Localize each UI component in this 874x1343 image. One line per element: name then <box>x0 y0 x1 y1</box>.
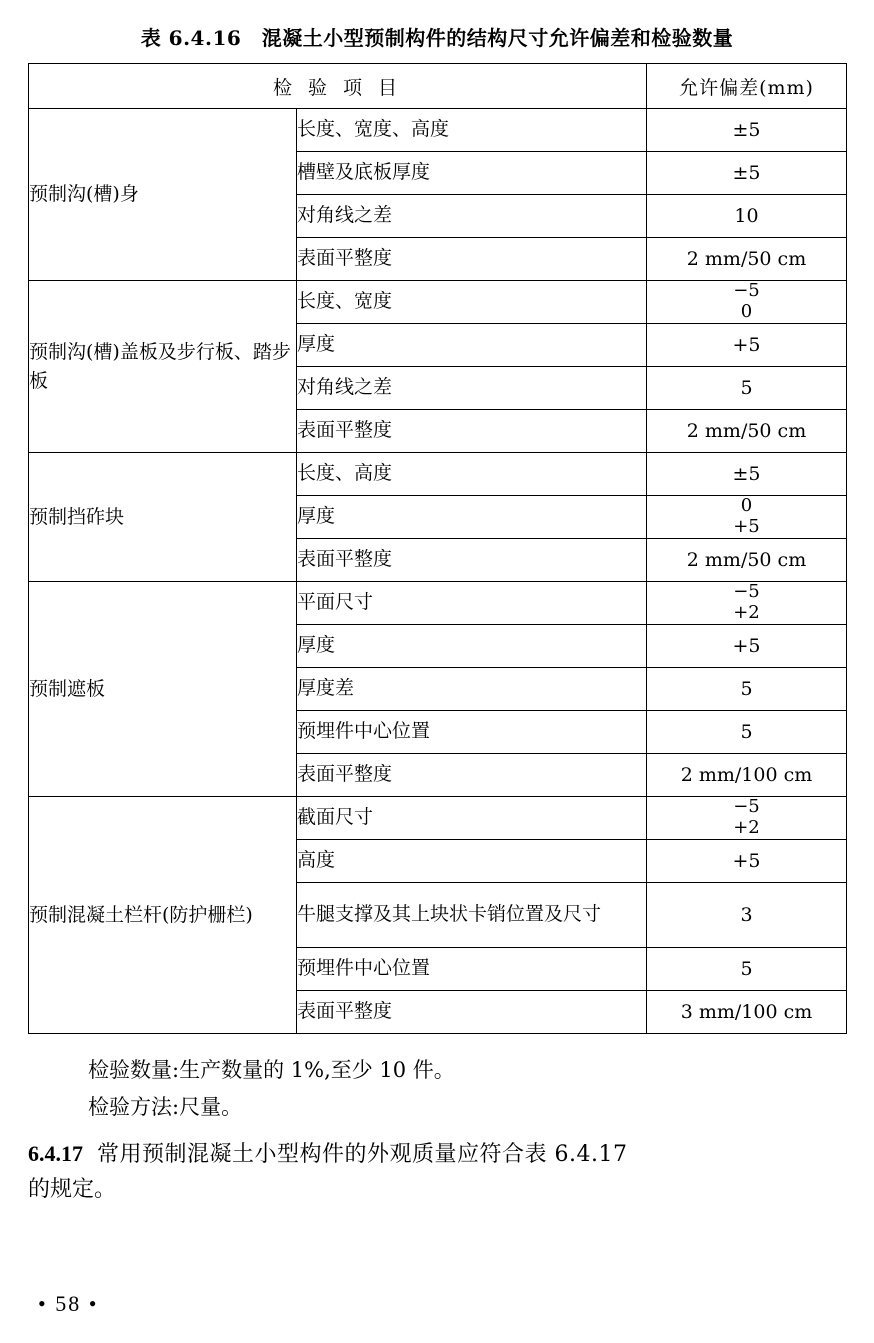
item-label: 对角线之差 <box>297 195 647 238</box>
item-label: 长度、宽度 <box>297 281 647 324</box>
item-label: 表面平整度 <box>297 238 647 281</box>
item-label: 预埋件中心位置 <box>297 948 647 991</box>
table-caption: 表 6.4.16 混凝土小型预制构件的结构尺寸允许偏差和检验数量 <box>140 26 734 50</box>
item-label: 高度 <box>297 840 647 883</box>
page-number: • 58 • <box>38 1291 99 1316</box>
deviation-value: 0 +5 <box>647 496 847 539</box>
deviation-value: 5 <box>647 668 847 711</box>
deviation-value: +5 <box>647 840 847 883</box>
deviation-value: 5 <box>647 948 847 991</box>
note-quantity: 检验数量:生产数量的 1%,至少 10 件。 <box>88 1058 455 1082</box>
item-label: 表面平整度 <box>297 539 647 582</box>
deviation-value: 2 mm/50 cm <box>647 539 847 582</box>
item-label: 厚度 <box>297 324 647 367</box>
deviation-value: 5 <box>647 711 847 754</box>
deviation-value: 2 mm/100 cm <box>647 754 847 797</box>
table-body <box>29 109 847 1034</box>
group-label: 预制挡砟块 <box>29 453 297 582</box>
deviation-value: −5 0 <box>647 281 847 324</box>
group-label: 预制沟(槽)盖板及步行板、踏步板 <box>29 281 297 453</box>
deviation-value: ±5 <box>647 453 847 496</box>
header-inspection-item: 检 验 项 目 <box>29 64 647 109</box>
deviation-value: +5 <box>647 324 847 367</box>
item-label: 厚度 <box>297 496 647 539</box>
deviation-value: −5 +2 <box>647 797 847 840</box>
item-label: 牛腿支撑及其上块状卡销位置及尺寸 <box>297 883 647 948</box>
table-row <box>29 453 847 496</box>
item-label: 槽壁及底板厚度 <box>297 152 647 195</box>
deviation-value: 10 <box>647 195 847 238</box>
clause-text: 常用预制混凝土小型构件的外观质量应符合表 6.4.17 <box>97 1141 628 1167</box>
item-label: 表面平整度 <box>297 410 647 453</box>
item-label: 长度、高度 <box>297 453 647 496</box>
clause-text-tail: 的规定。 <box>28 1176 117 1202</box>
deviation-value: ±5 <box>647 152 847 195</box>
deviation-value: 5 <box>647 367 847 410</box>
table-row <box>29 797 847 840</box>
header-allowable-deviation: 允许偏差(mm) <box>647 64 847 109</box>
deviation-value: +5 <box>647 625 847 668</box>
deviation-value: 3 mm/100 cm <box>647 991 847 1034</box>
item-label: 厚度差 <box>297 668 647 711</box>
table-row <box>29 281 847 324</box>
deviation-value: ±5 <box>647 109 847 152</box>
deviation-value: 3 <box>647 883 847 948</box>
inspection-notes <box>28 1052 846 1126</box>
table-head <box>29 64 847 109</box>
deviation-value: 2 mm/50 cm <box>647 410 847 453</box>
item-label: 厚度 <box>297 625 647 668</box>
item-label: 截面尺寸 <box>297 797 647 840</box>
item-label: 表面平整度 <box>297 754 647 797</box>
item-label: 表面平整度 <box>297 991 647 1034</box>
item-label: 长度、宽度、高度 <box>297 109 647 152</box>
table-row <box>29 582 847 625</box>
table-row <box>29 109 847 152</box>
clause-number: 6.4.17 <box>28 1140 83 1166</box>
item-label: 预埋件中心位置 <box>297 711 647 754</box>
group-label: 预制沟(槽)身 <box>29 109 297 281</box>
item-label: 平面尺寸 <box>297 582 647 625</box>
group-label: 预制遮板 <box>29 582 297 797</box>
table-header-row <box>29 64 847 109</box>
spec-table <box>28 63 847 1034</box>
clause-6-4-17 <box>28 1136 846 1207</box>
deviation-value: −5 +2 <box>647 582 847 625</box>
deviation-value: 2 mm/50 cm <box>647 238 847 281</box>
item-label: 对角线之差 <box>297 367 647 410</box>
group-label: 预制混凝土栏杆(防护栅栏) <box>29 797 297 1034</box>
note-method: 检验方法:尺量。 <box>88 1094 243 1119</box>
